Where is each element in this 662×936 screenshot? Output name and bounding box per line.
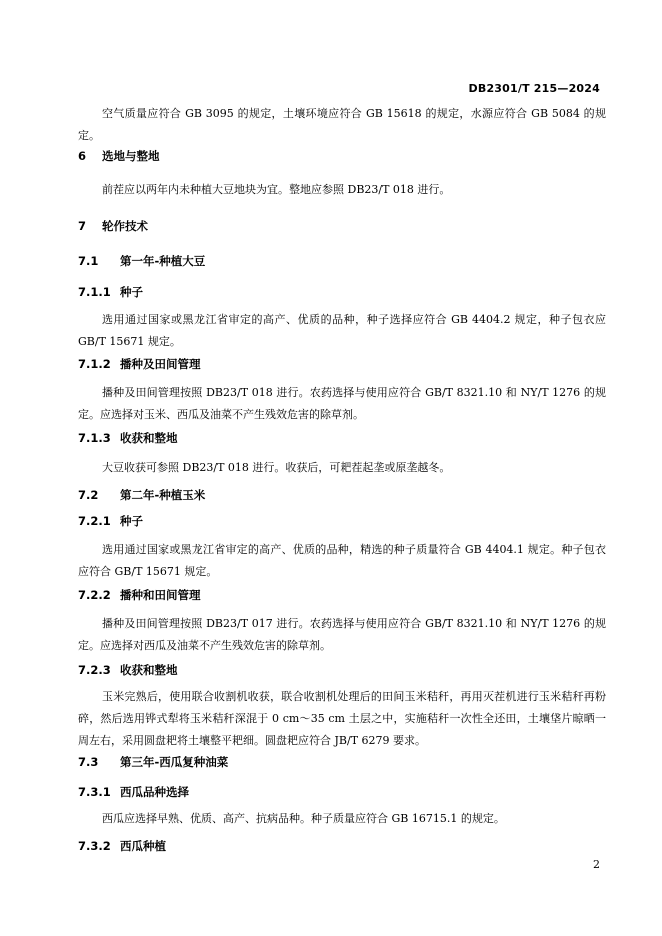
section-title: 种子 xyxy=(120,285,143,299)
section-title: 种子 xyxy=(120,514,143,528)
paragraph: 空气质量应符合 GB 3095 的规定，土壤环境应符合 GB 15618 的规定，水源应符合 GB 5084 的规定。 xyxy=(78,107,606,142)
paragraph: 选用通过国家或黑龙江省审定的高产、优质的品种，种子选择应符合 GB 4404.2 规定，种子包衣应 GB/T 15671 规定。 xyxy=(78,313,606,348)
paragraph: 前茬应以两年内未种植大豆地块为宜。整地应参照 DB23/T 018 进行。 xyxy=(102,183,451,196)
section-title: 选地与整地 xyxy=(102,149,160,163)
section-title: 播种和田间管理 xyxy=(120,588,201,602)
section-number: 7.2 xyxy=(78,488,99,502)
paragraph: 西瓜应选择早熟、优质、高产、抗病品种。种子质量应符合 GB 16715.1 的规定。 xyxy=(102,812,505,825)
section-heading xyxy=(78,356,606,372)
section-number: 7.1.2 xyxy=(78,357,111,371)
section-heading xyxy=(78,838,606,854)
section-heading xyxy=(78,513,606,529)
paragraph: 播种及田间管理按照 DB23/T 017 进行。农药选择与使用应符合 GB/T 8321.10 和 NY/T 1276 的规定。应选择对西瓜及油菜不产生残效危害的除草剂。 xyxy=(78,617,606,652)
paragraph: 播种及田间管理按照 DB23/T 018 进行。农药选择与使用应符合 GB/T 8321.10 和 NY/T 1276 的规定。应选择对玉米、西瓜及油菜不产生残效危害的除草剂。 xyxy=(78,386,606,421)
paragraph: 大豆收获可参照 DB23/T 018 进行。收获后，可耙茬起垄或原垄越冬。 xyxy=(102,461,451,474)
section-heading xyxy=(78,218,606,234)
section-heading xyxy=(78,784,606,800)
section-number: 7.1.1 xyxy=(78,285,111,299)
section-heading xyxy=(78,662,606,678)
section-heading xyxy=(78,284,606,300)
paragraph: 选用通过国家或黑龙江省审定的高产、优质的品种，精选的种子质量符合 GB 4404.1 规定。种子包衣应符合 GB/T 15671 规定。 xyxy=(78,543,606,578)
section-title: 第二年-种植玉米 xyxy=(120,488,206,502)
section-number: 7.3.1 xyxy=(78,785,111,799)
paragraph: 玉米完熟后，使用联合收割机收获，联合收割机处理后的田间玉米秸秆，再用灭茬机进行玉米秸秆再粉碎，然后选用铧式犁将玉米秸秆深混于 0 cm～35 cm 土层之中，实施秸秆一次性全还田，土壤垡片晾晒一周左右，采用圆盘耙将土壤整平耙细。圆盘耙应符合 JB/T 6279 要求。 xyxy=(78,690,606,747)
section-heading xyxy=(78,587,606,603)
section-title: 轮作技术 xyxy=(102,219,148,233)
section-number: 7.3 xyxy=(78,755,99,769)
section-title: 西瓜种植 xyxy=(120,839,166,853)
section-number: 6 xyxy=(78,149,87,163)
section-title: 第三年-西瓜复种油菜 xyxy=(120,755,229,769)
section-heading xyxy=(78,754,606,770)
document-code: DB2301/T 215—2024 xyxy=(468,82,600,95)
section-title: 西瓜品种选择 xyxy=(120,785,189,799)
section-heading xyxy=(78,487,606,503)
section-number: 7 xyxy=(78,219,87,233)
section-heading xyxy=(78,148,606,164)
section-title: 收获和整地 xyxy=(120,431,178,445)
section-number: 7.2.1 xyxy=(78,514,111,528)
section-title: 第一年-种植大豆 xyxy=(120,254,206,268)
section-number: 7.2.3 xyxy=(78,663,111,677)
section-heading xyxy=(78,253,606,269)
section-number: 7.3.2 xyxy=(78,839,111,853)
section-number: 7.2.2 xyxy=(78,588,111,602)
section-number: 7.1.3 xyxy=(78,431,111,445)
section-heading xyxy=(78,430,606,446)
page-number: 2 xyxy=(593,858,600,871)
section-title: 播种及田间管理 xyxy=(120,357,201,371)
section-number: 7.1 xyxy=(78,254,99,268)
section-title: 收获和整地 xyxy=(120,663,178,677)
